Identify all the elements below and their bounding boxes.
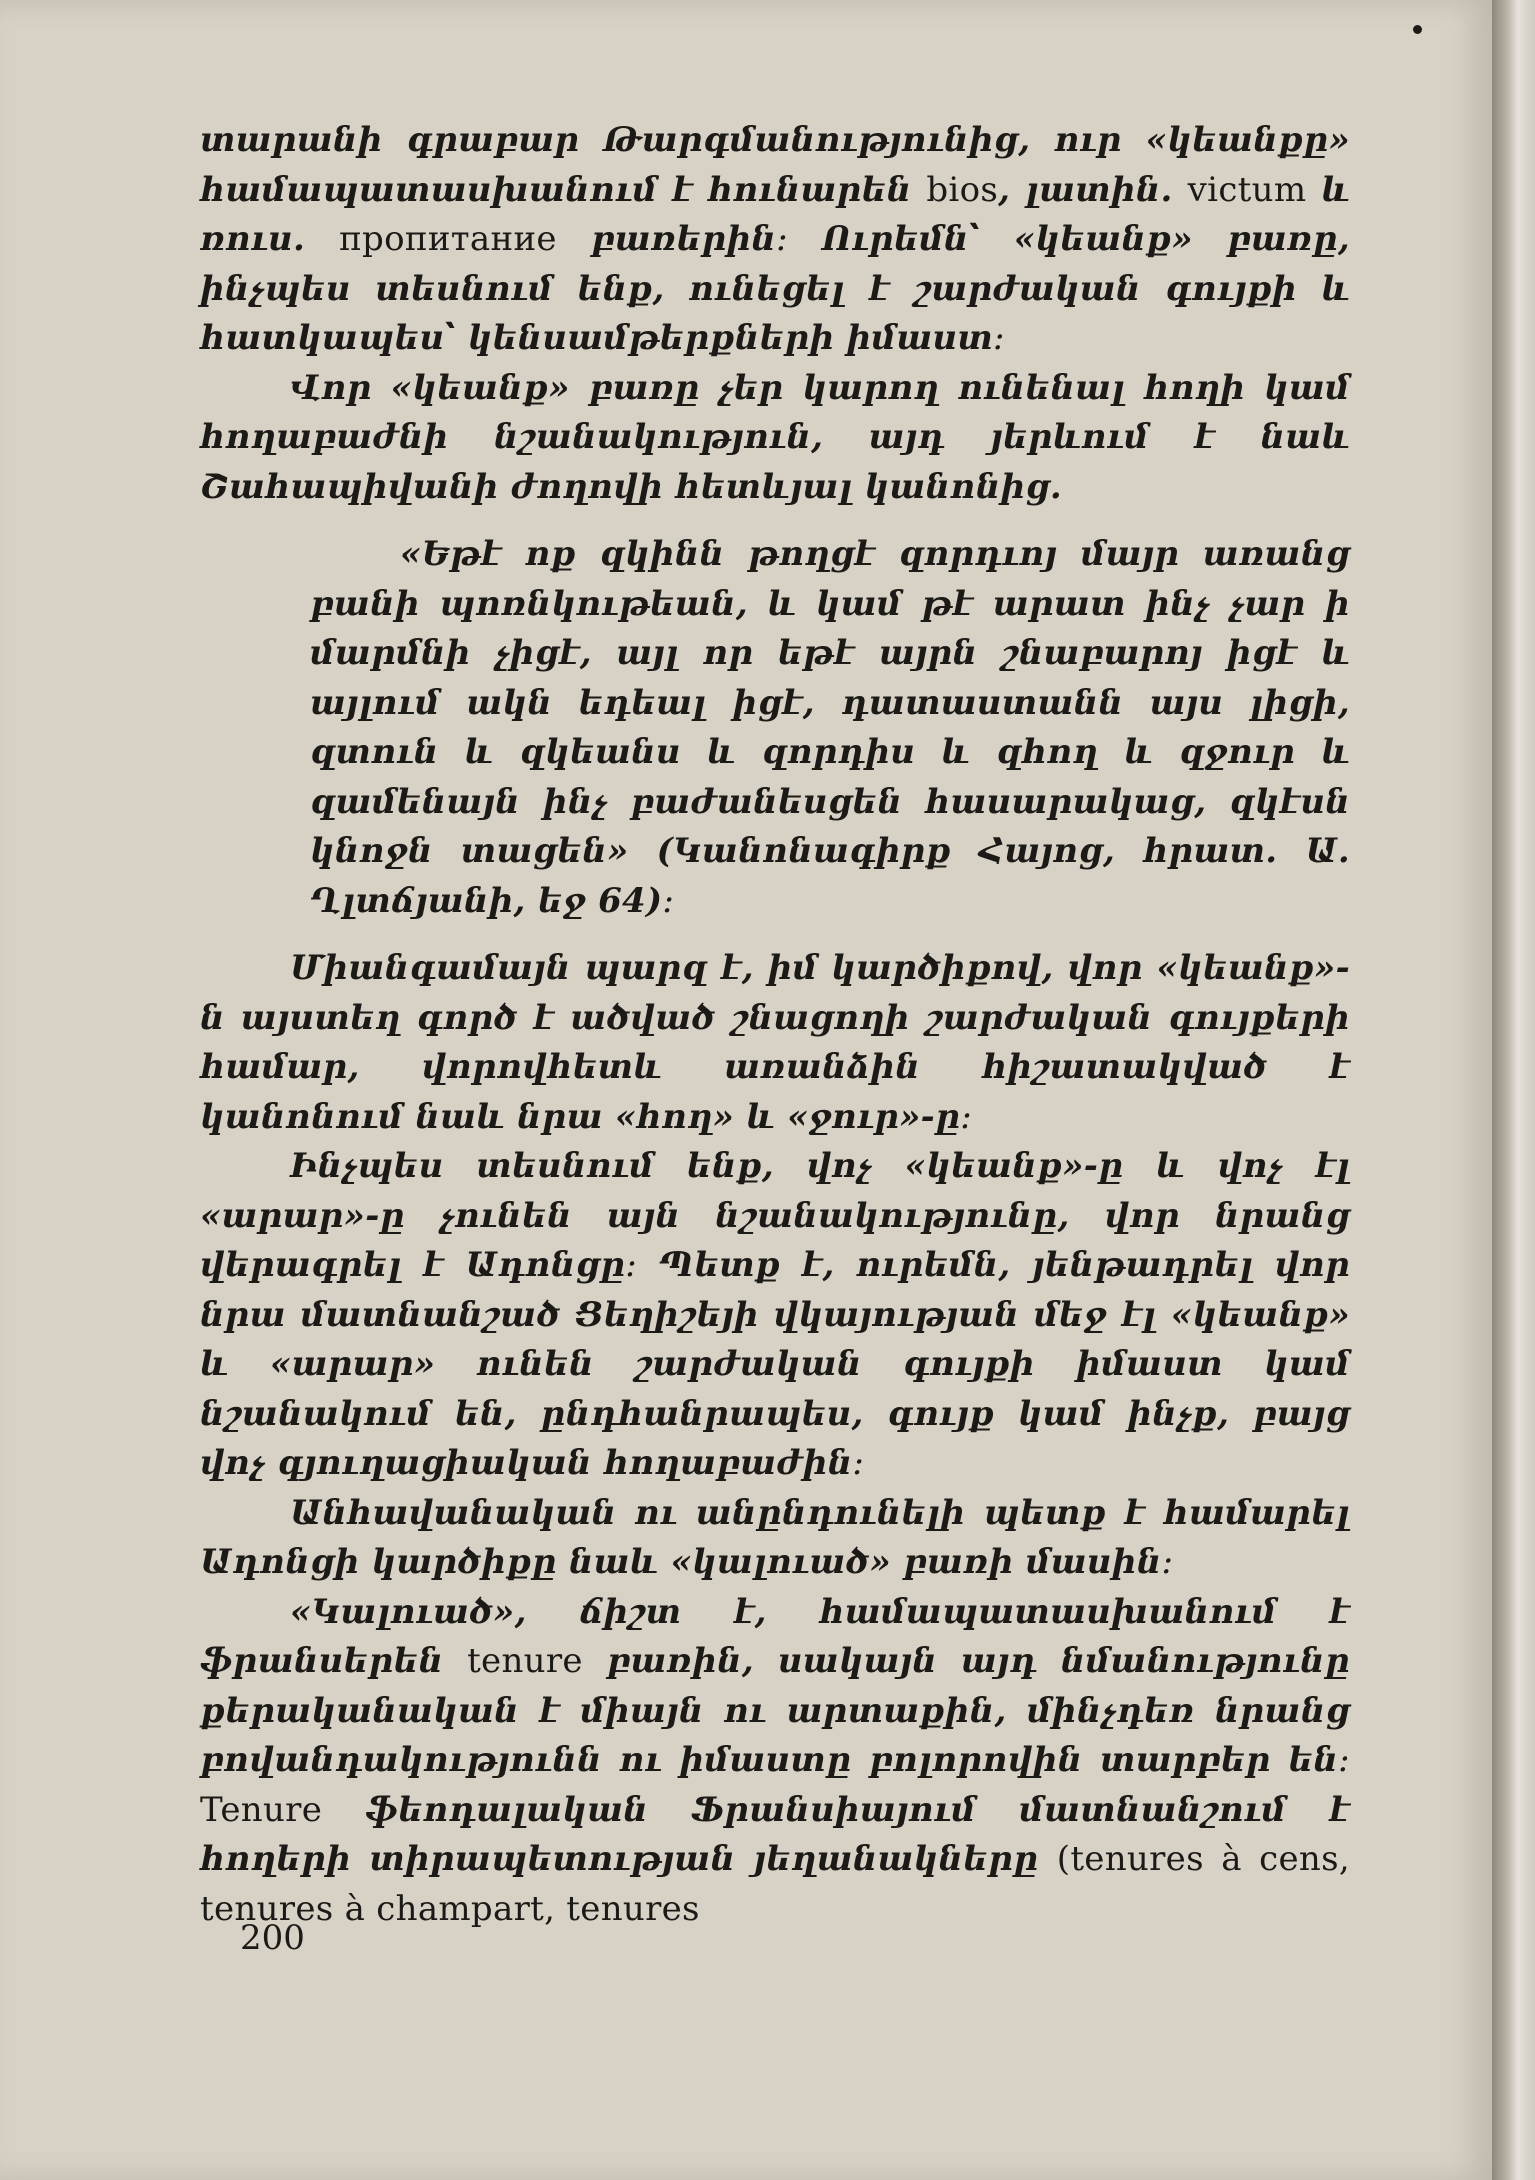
text-run: Ինչպես տեսնում ենք, վոչ «կեանք»-ը և վոչ էլ «արար»-ը չունեն այն նշանակությունը, վոր նրանց վերագրել է Ադոնցը։ Պետք է, ուրեմն, յենթադրել վոր նրա մատնանշած Ցեղիշեյի վկայության մեջ էլ «կեանք» և «արար» ունեն շարժական գույքի իմաստ կամ նշանակում են, ընդհանրապես, գույք կամ ինչք, բայց վոչ գյուղացիական հողաբաժին։ xyxy=(200,1146,1350,1483)
paragraph xyxy=(200,1142,1350,1489)
latin-term: пропитание xyxy=(339,219,557,259)
book-spine-shadow xyxy=(1492,0,1535,2180)
text-run: և ռուս. xyxy=(200,169,1350,259)
ink-speck xyxy=(1413,25,1422,34)
text-run: բառերին։ Ուրեմն՝ «կեանք» բառը, ինչպես տեսնում ենք, ունեցել է շարժական գույքի և հատկապես՝ կենսամթերքների իմաստ։ xyxy=(200,219,1350,358)
latin-term: Tenure xyxy=(200,1789,323,1830)
paragraph xyxy=(200,116,1350,364)
text-run: «Կալուած», ճիշտ է, համապատասխանում է ֆրանսերեն xyxy=(200,1591,1350,1681)
paragraph xyxy=(200,944,1350,1142)
latin-term: bios xyxy=(926,169,999,210)
paragraph xyxy=(200,1588,1350,1935)
text-run: «Եթէ ոք զկինն թողցէ զորդւոյ մայր առանց բանի պոռնկութեան, և կամ թէ արատ ինչ չար ի մարմնի չիցէ, այլ որ եթէ այրն շնաբարոյ իցէ և այլում ակն եդեալ իցէ, դատաստանն այս լիցի, զտուն և զկեանս և զորդիս և զհող և զջուր և զամենայն ինչ բաժանեսցեն հասարակաց, զկէսն կնոջն տացեն» (Կանոնագիրք Հայոց, հրատ. Ա. Ղլտճյանի, եջ 64)։ xyxy=(310,534,1350,921)
text-run: , լատին. xyxy=(998,169,1188,210)
text-run: Անհավանական ու անընդունելի պետք է համարել Ադոնցի կարծիքը նաև «կալուած» բառի մասին։ xyxy=(200,1492,1350,1582)
text-run: բառին, սակայն այդ նմանությունը քերականական է միայն ու արտաքին, մինչդեռ նրանց բովանդակությունն ու իմաստը բոլորովին տարբեր են։ xyxy=(200,1641,1350,1780)
paragraph xyxy=(200,364,1350,513)
latin-term: tenure xyxy=(467,1641,583,1681)
body-text xyxy=(200,116,1350,1934)
paragraph xyxy=(200,1489,1350,1588)
latin-term: (tenures à cens, tenures à champart, tenures xyxy=(200,1839,1350,1929)
text-run: Միանգամայն պարզ է, իմ կարծիքով, վոր «կեանք»-ն այստեղ գործ է ածված շնացողի շարժական գույքերի համար, վորովհետև առանձին հիշատակված է կանոնում նաև նրա «հող» և «ջուր»-ը։ xyxy=(200,948,1350,1137)
text-run: ֆեոդալական Ֆրանսիայում մատնանշում է հողերի տիրապետության յեղանակները xyxy=(200,1789,1350,1879)
text-run: տարանի գրաբար Թարգմանությունից, ուր «կեանքը» համապատասխանում է հունարեն xyxy=(200,120,1350,210)
page-number: 200 xyxy=(240,1918,305,1958)
block-quote-paragraph xyxy=(310,530,1350,926)
text-run: Վոր «կեանք» բառը չեր կարող ունենալ հողի կամ հողաբաժնի նշանակություն, այդ յերևում է նաև Շահապիվանի ժողովի հետևյալ կանոնից. xyxy=(200,367,1350,507)
latin-term: victum xyxy=(1187,169,1307,210)
